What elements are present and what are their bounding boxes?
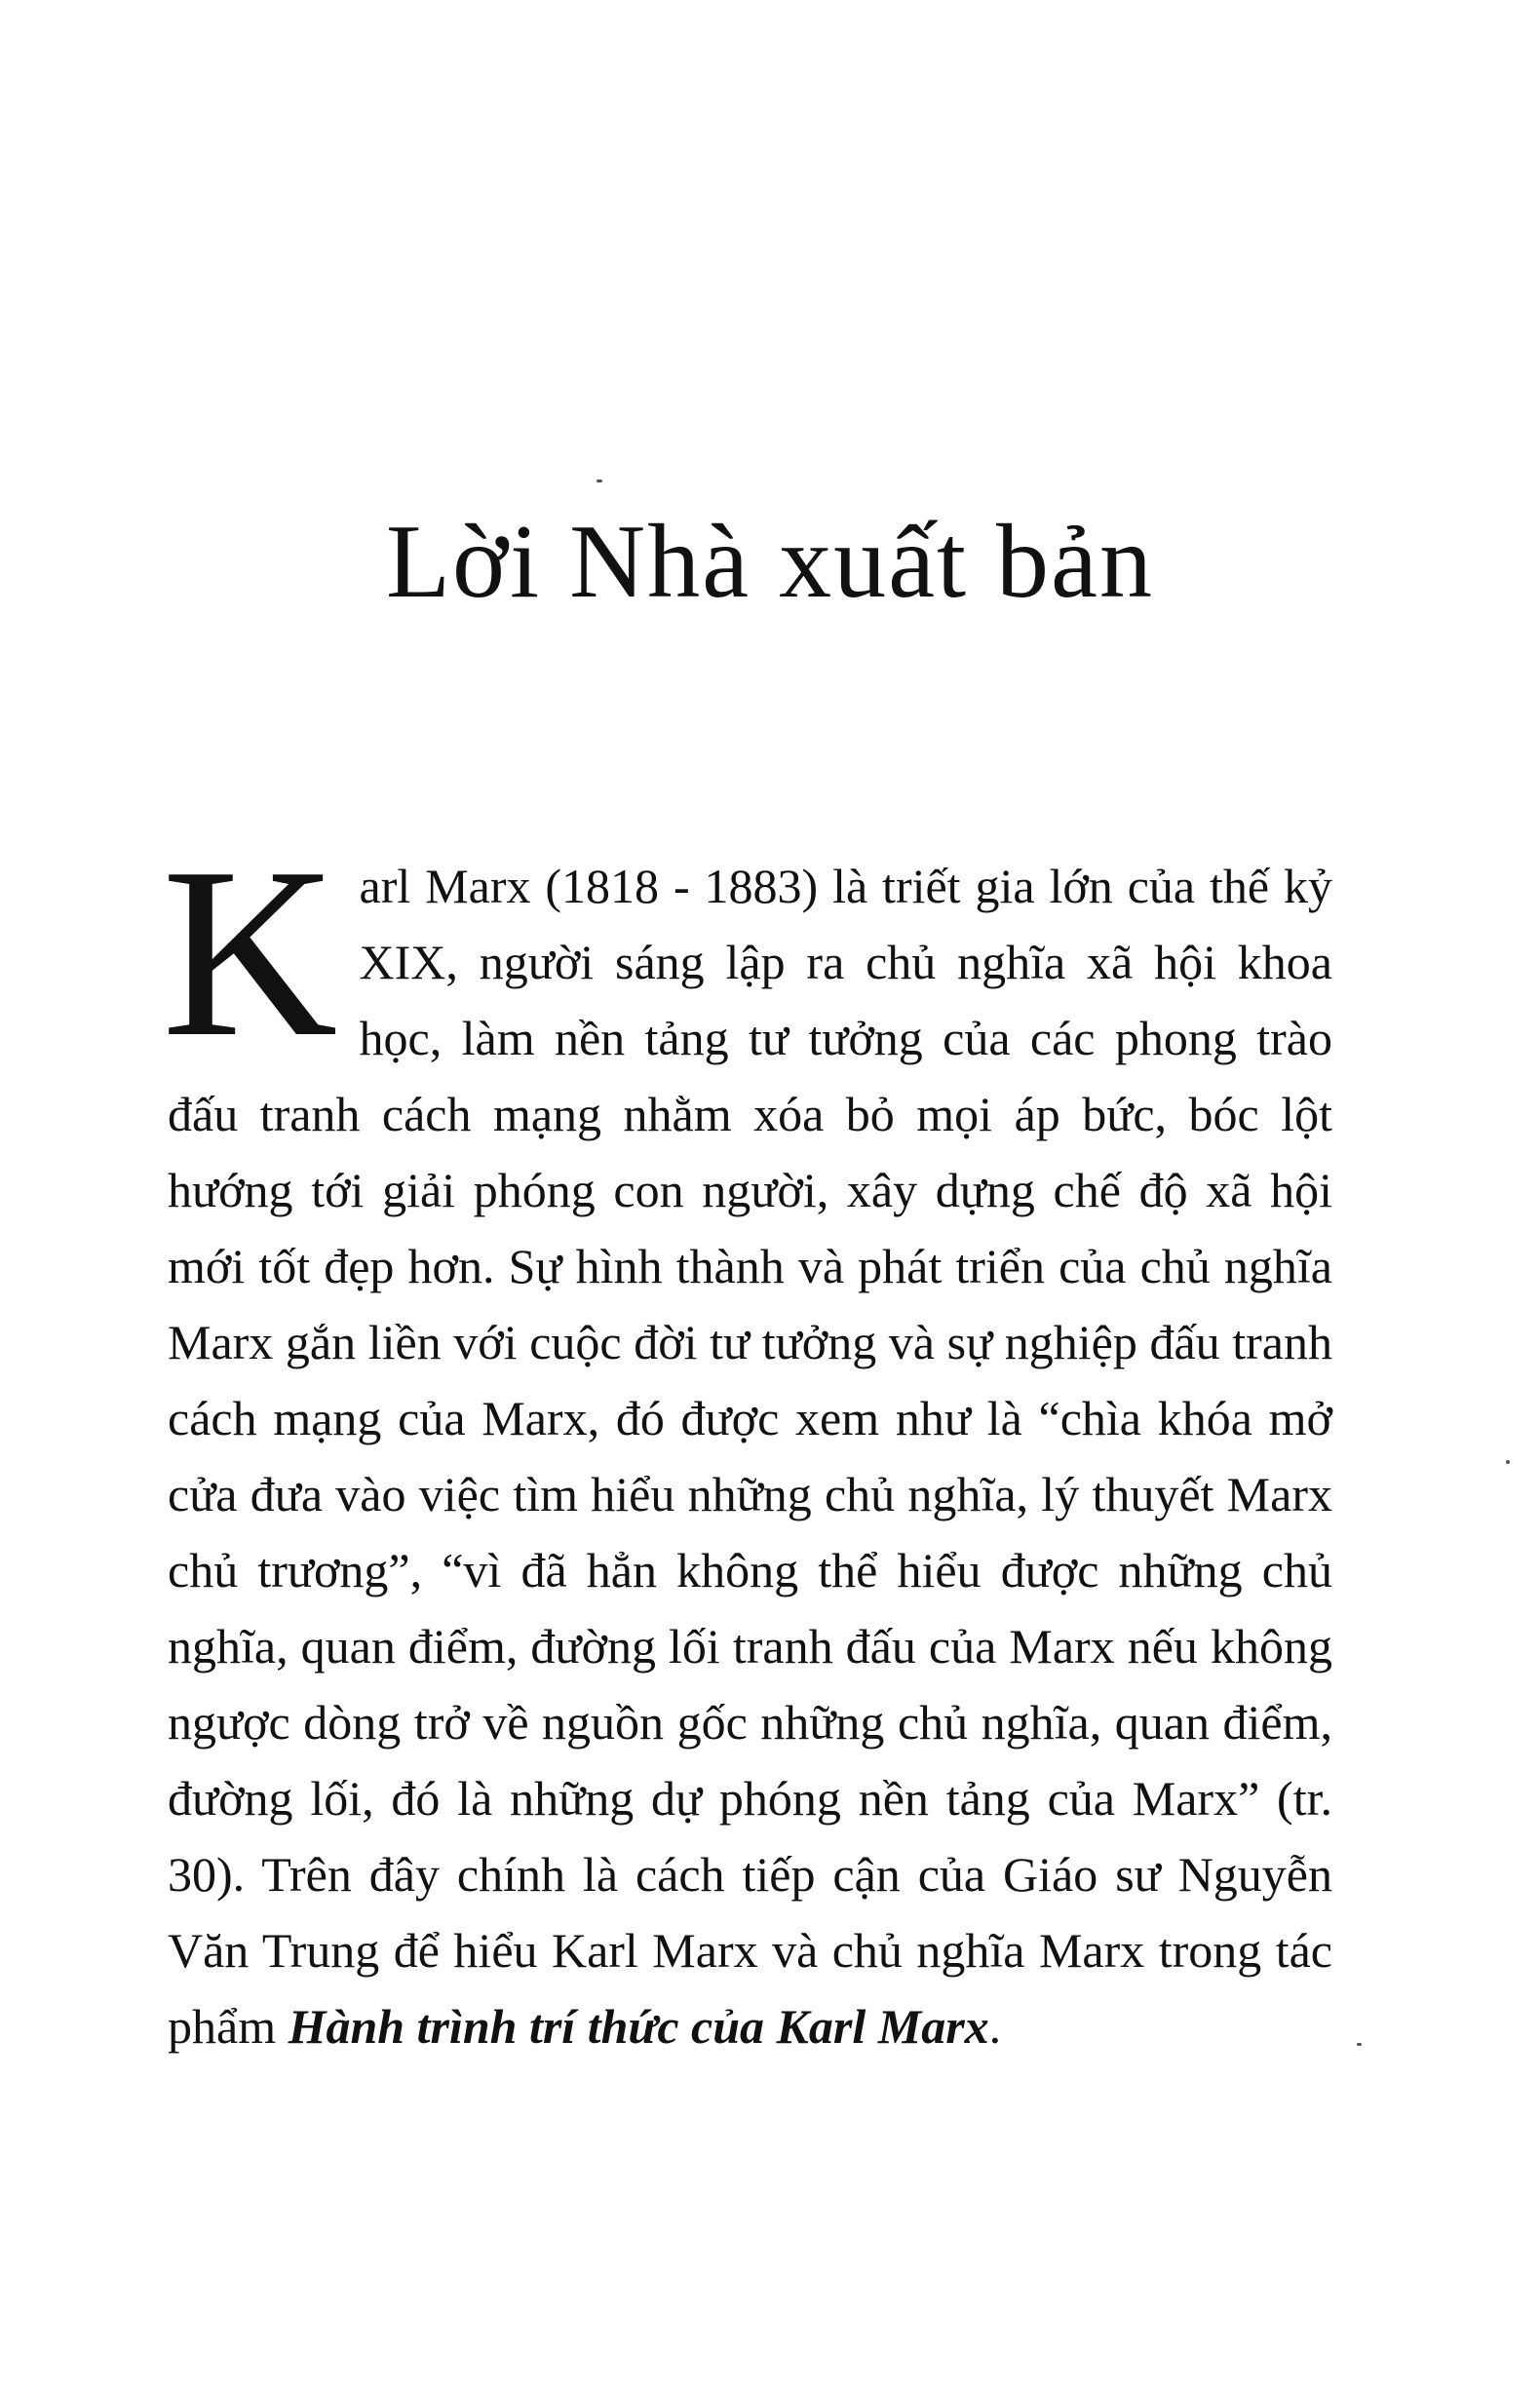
book-title-emphasis: Hành trình trí thức của Karl Marx [288, 1999, 989, 2054]
intro-paragraph [162, 818, 1332, 2064]
scan-speck [1357, 2043, 1362, 2046]
paragraph-body: arl Marx (1818 - 1883) là triết gia lớn của thế kỷ XIX, người sáng lập ra chủ nghĩa xã hội khoa học, làm nền tảng tư tưởng của các phong trào đấu tranh cách mạng nhằm xóa bỏ mọi áp bức, bóc lột hướng tới giải phóng con người, xây dựng chế độ xã hội mới tốt đẹp hơn. Sự hình thành và phát triển của chủ nghĩa Marx gắn liền với cuộc đời tư tưởng và sự nghiệp đấu tranh cách mạng của Marx, đó được xem như là “chìa khóa mở cửa đưa vào việc tìm hiểu những chủ nghĩa, lý thuyết Marx chủ trương”, “vì đã hẳn không thể hiểu được những chủ nghĩa, quan điểm, đường lối tranh đấu của Marx nếu không ngược dòng trở về nguồn gốc những chủ nghĩa, quan điểm, đường lối, đó là những dự phóng nền tảng của Marx” (tr. 30). Trên đây chính là cách tiếp cận của Giáo sư Nguyễn Văn Trung để hiểu Karl Marx và chủ nghĩa Marx trong tác phẩm [168, 859, 1332, 2054]
closing-punctuation: . [988, 1999, 1002, 2054]
page-title: Lời Nhà xuất bản [386, 504, 1154, 620]
drop-cap-letter: K [162, 818, 338, 1088]
scan-speck [1506, 1460, 1510, 1464]
scan-speck [597, 480, 602, 482]
